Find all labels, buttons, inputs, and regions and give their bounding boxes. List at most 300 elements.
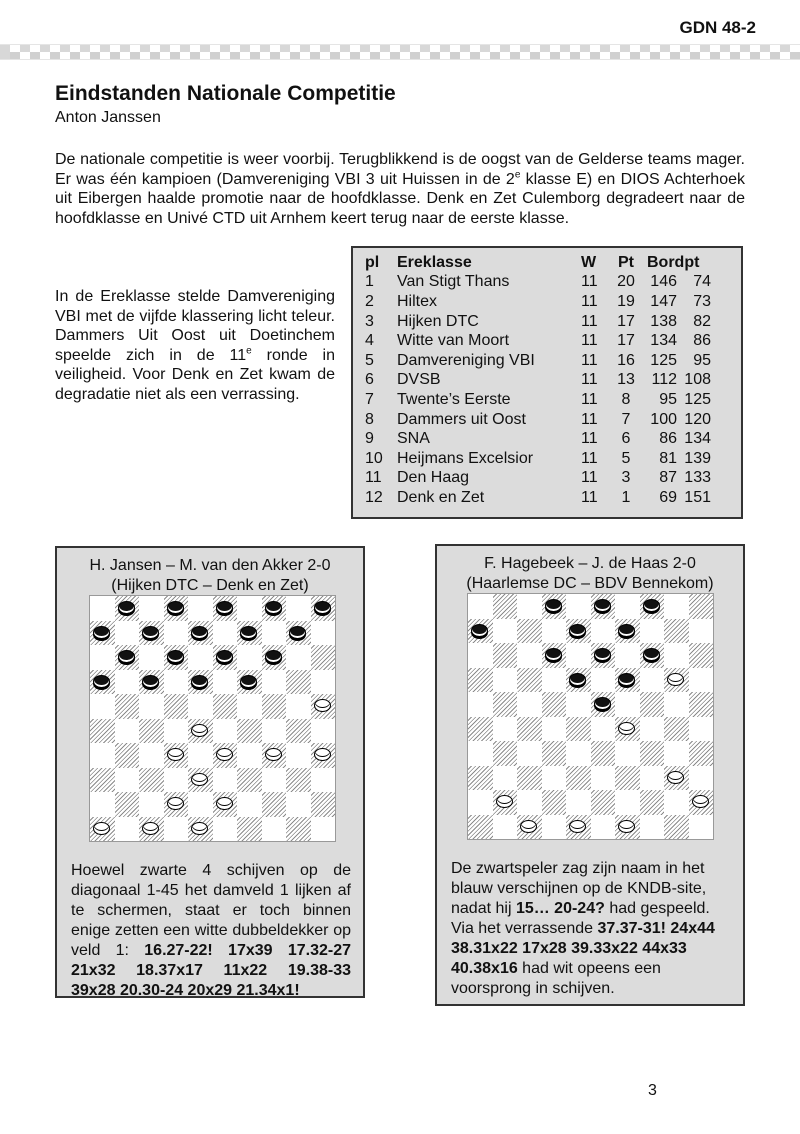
standings-cell-b2: 108 [684, 371, 711, 389]
dark-square [213, 645, 238, 670]
dark-square [542, 594, 567, 619]
black-piece [191, 626, 208, 639]
standings-row [365, 331, 711, 351]
light-square [517, 790, 542, 815]
light-square [664, 790, 689, 815]
white-piece [618, 820, 635, 833]
black-piece [618, 624, 635, 637]
black-piece [594, 599, 611, 612]
white-piece [191, 773, 208, 786]
light-square [286, 694, 311, 719]
light-square [542, 668, 567, 693]
dark-square [468, 766, 493, 791]
dark-square [237, 719, 262, 744]
dark-square [115, 743, 140, 768]
dark-square [542, 643, 567, 668]
dark-square [164, 792, 189, 817]
white-piece [167, 748, 184, 761]
dark-square [517, 766, 542, 791]
black-piece [216, 601, 233, 614]
white-piece [520, 820, 537, 833]
standings-cell-b2: 133 [684, 469, 711, 487]
standings-row [365, 371, 711, 391]
black-piece [643, 648, 660, 661]
white-piece [142, 822, 159, 835]
standings-cell-team: Witte van Moort [397, 332, 510, 350]
dark-square [664, 766, 689, 791]
dark-square [615, 619, 640, 644]
light-square [542, 815, 567, 840]
light-square [164, 621, 189, 646]
black-piece [142, 675, 159, 688]
dark-square [689, 790, 714, 815]
dark-square [542, 741, 567, 766]
dark-square [164, 596, 189, 621]
game2-title: F. Hagebeek – J. de Haas 2-0 (Haarlemse DC – BDV Bennekom) [466, 555, 714, 592]
dark-square [90, 670, 115, 695]
black-piece [118, 601, 135, 614]
light-square [237, 645, 262, 670]
standings-cell-team: Dammers uit Oost [397, 410, 526, 428]
light-square [615, 692, 640, 717]
light-square [262, 817, 287, 842]
light-square [213, 621, 238, 646]
dark-square [311, 792, 336, 817]
black-piece [93, 626, 110, 639]
game1-title: H. Jansen – M. van den Akker 2-0 (Hijken DTC – Denk en Zet) [89, 557, 331, 594]
standings-cell-b2: 134 [684, 430, 711, 448]
light-square [311, 817, 336, 842]
dark-square [591, 790, 616, 815]
standings-cell-b1: 134 [650, 332, 677, 350]
standings-row [365, 449, 711, 469]
light-square [286, 792, 311, 817]
standings-cell-pt: 13 [617, 371, 635, 389]
dark-square [90, 768, 115, 793]
dark-square [139, 670, 164, 695]
dark-square [164, 743, 189, 768]
standings-cell-b1: 147 [650, 292, 677, 310]
dark-square [566, 717, 591, 742]
light-square [493, 815, 518, 840]
light-square [164, 670, 189, 695]
light-square [262, 621, 287, 646]
dark-square [237, 768, 262, 793]
light-square [664, 741, 689, 766]
white-piece [618, 722, 635, 735]
dark-square [591, 741, 616, 766]
col-header-pl: pl [365, 253, 380, 271]
light-square [493, 619, 518, 644]
dark-square [493, 741, 518, 766]
light-square [468, 643, 493, 668]
light-square [689, 717, 714, 742]
dark-square [542, 692, 567, 717]
dark-square [213, 743, 238, 768]
light-square [213, 719, 238, 744]
standings-cell-pt: 19 [617, 292, 635, 310]
standings-table [365, 253, 711, 508]
dark-square [689, 692, 714, 717]
standings-cell-b1: 87 [659, 469, 677, 487]
caption-segment: diagonaal 1-45 het damveld 1 lijken af te schermen, staat er toch binnen enige zetten een witte dubbeldekker op veld 1: [71, 882, 351, 959]
standings-cell-b2: 74 [693, 273, 711, 291]
caption-segment: Hoewel zwarte 4 schijven op de [71, 862, 351, 879]
light-square [689, 668, 714, 693]
light-square [139, 743, 164, 768]
light-square [90, 645, 115, 670]
standings-cell-pt: 16 [617, 351, 635, 369]
black-piece [545, 648, 562, 661]
light-square [286, 596, 311, 621]
standings-cell-b1: 138 [650, 312, 677, 330]
black-piece [191, 675, 208, 688]
standings-cell-w: 11 [581, 332, 598, 350]
standings-cell-team: Hijken DTC [397, 312, 479, 330]
light-square [311, 670, 336, 695]
caption-segment: De zwartspeler zag zijn naam in het blauw verschijnen op de KNDB-site, nadat hij [451, 860, 707, 917]
light-square [517, 741, 542, 766]
light-square [90, 743, 115, 768]
black-piece [545, 599, 562, 612]
light-square [517, 692, 542, 717]
standings-row [365, 429, 711, 449]
light-square [262, 768, 287, 793]
standings-cell-team: Heijmans Excelsior [397, 449, 534, 467]
dark-square [664, 717, 689, 742]
standings-cell-b1: 69 [659, 488, 677, 506]
standings-cell-pl: 11 [365, 469, 382, 487]
standings-row [365, 273, 711, 293]
light-square [213, 768, 238, 793]
standings-cell-w: 11 [581, 488, 598, 506]
page-number: 3 [648, 1082, 657, 1099]
white-piece [265, 748, 282, 761]
black-piece [240, 675, 257, 688]
dark-square [286, 670, 311, 695]
dark-square [640, 692, 665, 717]
dark-square [188, 670, 213, 695]
standings-cell-b2: 125 [684, 390, 711, 408]
black-piece [314, 601, 331, 614]
light-square [311, 719, 336, 744]
light-square [115, 621, 140, 646]
light-square [139, 694, 164, 719]
standings-cell-team: Van Stigt Thans [397, 273, 510, 291]
dark-square [664, 815, 689, 840]
standings-cell-w: 11 [581, 430, 598, 448]
game1-board [89, 595, 336, 842]
light-square [566, 594, 591, 619]
article-title: Eindstanden Nationale Competitie [55, 82, 396, 105]
light-square [640, 815, 665, 840]
dark-square [262, 792, 287, 817]
dark-square [286, 719, 311, 744]
black-piece [289, 626, 306, 639]
dark-square [542, 790, 567, 815]
light-square [640, 766, 665, 791]
light-square [237, 694, 262, 719]
light-square [164, 768, 189, 793]
standings-cell-pt: 20 [617, 273, 635, 291]
light-square [90, 792, 115, 817]
light-square [139, 645, 164, 670]
dark-square [493, 790, 518, 815]
light-square [262, 670, 287, 695]
light-square [542, 717, 567, 742]
ereklasse-paragraph: In de Ereklasse stelde Damvereniging VBI met de vijfde klassering licht teleur. Dammers Uit Oost uit Doetinchem speelde zich in de 11e ronde in veiligheid. Voor Denk en Zet kwam de degradatie niet als een verrassing. [55, 288, 336, 403]
light-square [615, 741, 640, 766]
light-square [188, 694, 213, 719]
light-square [237, 596, 262, 621]
black-piece [643, 599, 660, 612]
standings-cell-b1: 86 [659, 430, 677, 448]
dark-square [188, 817, 213, 842]
light-square [517, 643, 542, 668]
light-square [468, 741, 493, 766]
dark-square [262, 694, 287, 719]
standings-cell-pt: 8 [621, 390, 631, 408]
standings-row [365, 351, 711, 371]
light-square [311, 621, 336, 646]
light-square [468, 692, 493, 717]
dark-square [640, 643, 665, 668]
standings-cell-w: 11 [581, 292, 598, 310]
white-piece [191, 724, 208, 737]
standings-cell-b2: 139 [684, 449, 711, 467]
dark-square [517, 668, 542, 693]
light-square [90, 596, 115, 621]
white-piece [167, 797, 184, 810]
light-square [615, 643, 640, 668]
light-square [188, 596, 213, 621]
light-square [311, 768, 336, 793]
standings-cell-pl: 10 [365, 449, 383, 467]
dark-square [262, 743, 287, 768]
standings-cell-b1: 125 [650, 351, 677, 369]
dark-square [689, 643, 714, 668]
standings-cell-pt: 5 [621, 449, 631, 467]
light-square [115, 817, 140, 842]
standings-cell-team: Denk en Zet [397, 488, 485, 506]
dark-square [493, 643, 518, 668]
black-piece [265, 650, 282, 663]
dark-square [640, 741, 665, 766]
dark-square [468, 717, 493, 742]
white-piece [496, 795, 513, 808]
dark-square [517, 717, 542, 742]
intro-paragraph: De nationale competitie is weer voorbij. Terugblikkend is de oogst van de Gelderse teams mager. Er was één kampioen (Damvereniging VBI 3 uit Huissen in de 2e klasse E) en DIOS Achterhoek uit Eibergen haalde promotie naar de hoofdklasse. Denk en Zet Culemborg degradeert naar de hoofdklasse en Univé CTD uit Arnhem keert terug naar de eerste klasse. [55, 151, 745, 227]
issue-code: GDN 48-2 [679, 18, 756, 37]
dark-square [566, 668, 591, 693]
standings-cell-pl: 3 [365, 312, 374, 330]
dark-square [615, 815, 640, 840]
standings-cell-w: 11 [581, 469, 598, 487]
dark-square [115, 792, 140, 817]
light-square [237, 792, 262, 817]
dark-square [615, 668, 640, 693]
dark-square [286, 621, 311, 646]
white-piece [216, 748, 233, 761]
light-square [115, 768, 140, 793]
dark-square [139, 768, 164, 793]
standings-cell-w: 11 [581, 410, 598, 428]
standings-cell-pl: 5 [365, 351, 374, 369]
black-piece [93, 675, 110, 688]
standings-cell-team: Twente’s Eerste [397, 390, 511, 408]
standings-row [365, 390, 711, 410]
standings-cell-b2: 151 [684, 488, 711, 506]
dark-square [164, 645, 189, 670]
dark-square [262, 596, 287, 621]
light-square [286, 743, 311, 768]
light-square [566, 741, 591, 766]
dark-square [90, 621, 115, 646]
standings-row [365, 488, 711, 508]
dark-square [188, 719, 213, 744]
dark-square [493, 594, 518, 619]
dark-square [615, 717, 640, 742]
dark-square [566, 766, 591, 791]
black-piece [594, 648, 611, 661]
standings-header-row [365, 253, 711, 273]
standings-cell-pt: 6 [621, 430, 631, 448]
dark-square [262, 645, 287, 670]
light-square [115, 670, 140, 695]
dark-square [689, 741, 714, 766]
light-square [689, 815, 714, 840]
light-square [493, 668, 518, 693]
light-square [164, 719, 189, 744]
light-square [286, 645, 311, 670]
standings-cell-pl: 7 [365, 390, 374, 408]
col-header-pt: Pt [618, 253, 634, 271]
game2-board [467, 593, 714, 840]
dark-square [517, 815, 542, 840]
white-piece [667, 771, 684, 784]
black-piece [594, 697, 611, 710]
light-square [139, 596, 164, 621]
black-piece [167, 650, 184, 663]
standings-cell-b1: 112 [651, 371, 677, 389]
dark-square [615, 766, 640, 791]
white-piece [692, 795, 709, 808]
standings-cell-team: Hiltex [397, 292, 438, 310]
dark-square [517, 619, 542, 644]
light-square [237, 743, 262, 768]
dark-square [213, 792, 238, 817]
dark-square [188, 768, 213, 793]
white-piece [667, 673, 684, 686]
caption-segment: 37.37-31! 24x44 38.31x22 17x28 39.33x22 44x33 40.38x16 [451, 920, 715, 977]
light-square [640, 717, 665, 742]
black-piece [216, 650, 233, 663]
dark-square [139, 817, 164, 842]
light-square [566, 692, 591, 717]
black-piece [142, 626, 159, 639]
dark-square [468, 815, 493, 840]
white-piece [569, 820, 586, 833]
game2-caption [451, 859, 736, 999]
light-square [164, 817, 189, 842]
light-square [517, 594, 542, 619]
caption-segment: 15… 20-24? [515, 900, 605, 917]
dark-square [311, 596, 336, 621]
black-piece [118, 650, 135, 663]
standings-cell-w: 11 [581, 449, 598, 467]
light-square [640, 619, 665, 644]
dark-square [664, 619, 689, 644]
light-square [591, 766, 616, 791]
article-author: Anton Janssen [55, 109, 161, 126]
standings-row [365, 292, 711, 312]
light-square [664, 643, 689, 668]
dark-square [311, 694, 336, 719]
dark-square [139, 621, 164, 646]
caption-segment: 16.27-22! 17x39 17.32-27 21x32 18.37x17 11x22 19.38-33 39x28 20.30-24 20x29 21.34x1! [71, 942, 351, 999]
dark-square [664, 668, 689, 693]
light-square [115, 719, 140, 744]
light-square [591, 717, 616, 742]
dark-square [591, 594, 616, 619]
light-square [188, 743, 213, 768]
black-piece [240, 626, 257, 639]
light-square [566, 790, 591, 815]
standings-cell-w: 11 [581, 390, 598, 408]
dark-square [311, 645, 336, 670]
standings-cell-b2: 82 [693, 312, 711, 330]
light-square [90, 694, 115, 719]
standings-cell-w: 11 [581, 312, 598, 330]
standings-row [365, 410, 711, 430]
black-piece [618, 673, 635, 686]
standings-cell-b2: 73 [693, 292, 711, 310]
light-square [542, 766, 567, 791]
dark-square [90, 817, 115, 842]
white-piece [191, 822, 208, 835]
light-square [689, 766, 714, 791]
light-square [615, 790, 640, 815]
black-piece [167, 601, 184, 614]
dark-square [591, 643, 616, 668]
col-header-w: W [581, 253, 597, 271]
game2-box [435, 544, 745, 1006]
standings-cell-w: 11 [581, 351, 598, 369]
standings-cell-team: Den Haag [397, 469, 470, 487]
dark-square [591, 692, 616, 717]
light-square [213, 670, 238, 695]
dark-square [689, 594, 714, 619]
standings-cell-pl: 8 [365, 410, 374, 428]
dark-square [115, 596, 140, 621]
light-square [213, 817, 238, 842]
standings-row [365, 312, 711, 332]
light-square [188, 792, 213, 817]
black-piece [569, 673, 586, 686]
dark-square [237, 817, 262, 842]
standings-cell-pl: 2 [365, 292, 374, 310]
standings-cell-b1: 146 [650, 273, 677, 291]
dark-square [237, 670, 262, 695]
light-square [493, 717, 518, 742]
caption-segment: had wit opeens een voorsprong in schijven. [451, 960, 661, 997]
standings-cell-w: 11 [581, 371, 598, 389]
standings-cell-b1: 100 [650, 410, 677, 428]
light-square [591, 815, 616, 840]
game1-caption [71, 861, 351, 1001]
col-header-bordpt: Bordpt [647, 253, 700, 271]
light-square [468, 790, 493, 815]
